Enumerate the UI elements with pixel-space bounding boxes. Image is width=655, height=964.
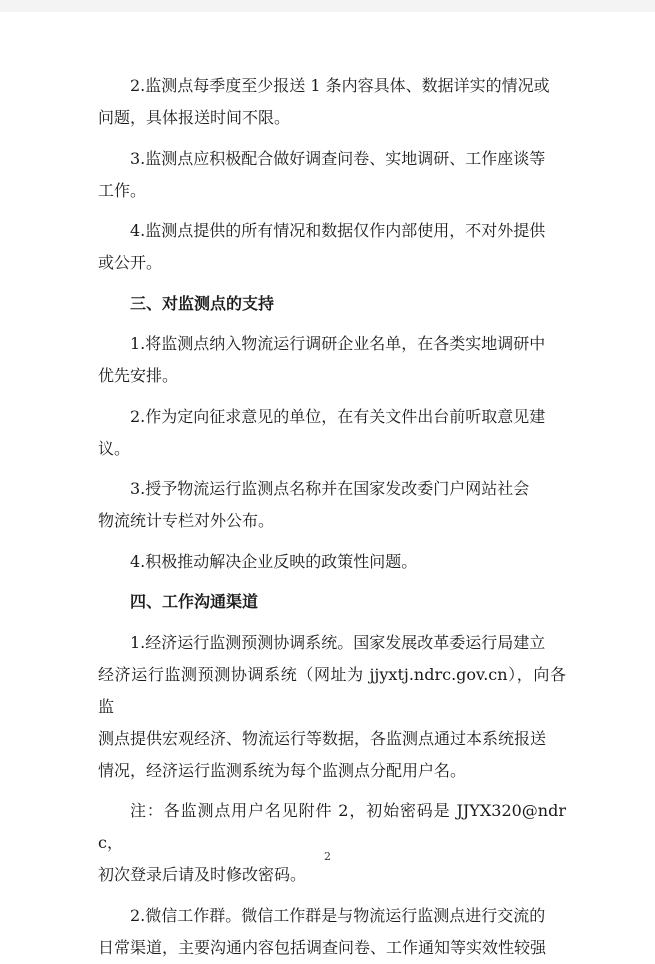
paragraph-gap	[98, 618, 566, 627]
paragraph	[98, 900, 566, 964]
paragraph-line: 日常渠道，主要沟通内容包括调查问卷、工作通知等实效性较强	[98, 937, 547, 957]
paragraph-line: 问题，具体报送时间不限。	[98, 108, 291, 127]
paragraph-line: 4.积极推动解决企业反映的政策性问题。	[130, 551, 418, 571]
paragraph-line: 3.监测点应积极配合做好调查问卷、实地调研、工作座谈等	[130, 148, 546, 168]
paragraph	[98, 401, 566, 465]
paragraph-gap	[98, 891, 566, 900]
paragraph-line: 2.监测点每季度至少报送 1 条内容具体、数据详实的情况或	[130, 76, 550, 95]
section-heading: 三、对监测点的支持	[130, 293, 275, 313]
paragraph-line: 4.监测点提供的所有情况和数据仅作内部使用，不对外提供	[130, 221, 546, 240]
paragraph-line: 物流统计专栏对外公布。	[98, 511, 275, 530]
paragraph-line: 1.经济运行监测预测协调系统。国家发展改革委运行局建立	[130, 632, 546, 652]
section-heading: 四、工作沟通渠道	[130, 592, 259, 611]
paragraph-gap	[98, 578, 566, 587]
paragraph	[98, 328, 566, 392]
paragraph	[98, 215, 566, 279]
paragraph	[98, 627, 566, 787]
paragraph-gap	[98, 207, 566, 216]
page-number: 2	[324, 850, 331, 863]
paragraph-gap	[98, 392, 566, 401]
paragraph-gap	[98, 537, 566, 546]
paragraph	[98, 70, 566, 134]
paragraph-line: 经济运行监测预测协调系统（网址为 jjyxtj.ndrc.gov.cn），向各监	[98, 664, 566, 716]
paragraph-line: 测点提供宏观经济、物流运行等数据，各监测点通过本系统报送	[98, 728, 547, 748]
paragraph-line: 2.作为定向征求意见的单位，在有关文件出台前听取意见建	[130, 406, 546, 426]
paragraph-line: 注：各监测点用户名见附件 2，初始密码是 JJYX320@ndrc，	[98, 801, 566, 852]
paragraph	[98, 473, 566, 537]
paragraph-gap	[98, 465, 566, 474]
paragraph-line: 3.授予物流运行监测点名称并在国家发改委门户网站社会	[130, 479, 530, 498]
paragraph-line: 优先安排。	[98, 366, 179, 385]
paragraph-line: 工作。	[98, 180, 147, 200]
paragraph-line: 1.将监测点纳入物流运行调研企业名单，在各类实地调研中	[130, 334, 546, 353]
paragraph-line: 情况，经济运行监测系统为每个监测点分配用户名。	[98, 760, 467, 780]
paragraph-line: 议。	[98, 438, 131, 458]
paragraph-line: 或公开。	[98, 253, 163, 272]
paragraph-line: 初次登录后请及时修改密码。	[98, 865, 307, 884]
paragraph-gap	[98, 787, 566, 796]
paragraph	[98, 143, 566, 207]
paragraph-gap	[98, 134, 566, 143]
paragraph-gap	[98, 320, 566, 329]
paragraph-line: 2.微信工作群。微信工作群是与物流运行监测点进行交流的	[130, 905, 546, 925]
paragraph	[98, 546, 566, 578]
top-scan-edge	[0, 0, 655, 12]
paragraph-gap	[98, 279, 566, 288]
document-body	[98, 70, 566, 964]
paragraph	[98, 795, 566, 891]
